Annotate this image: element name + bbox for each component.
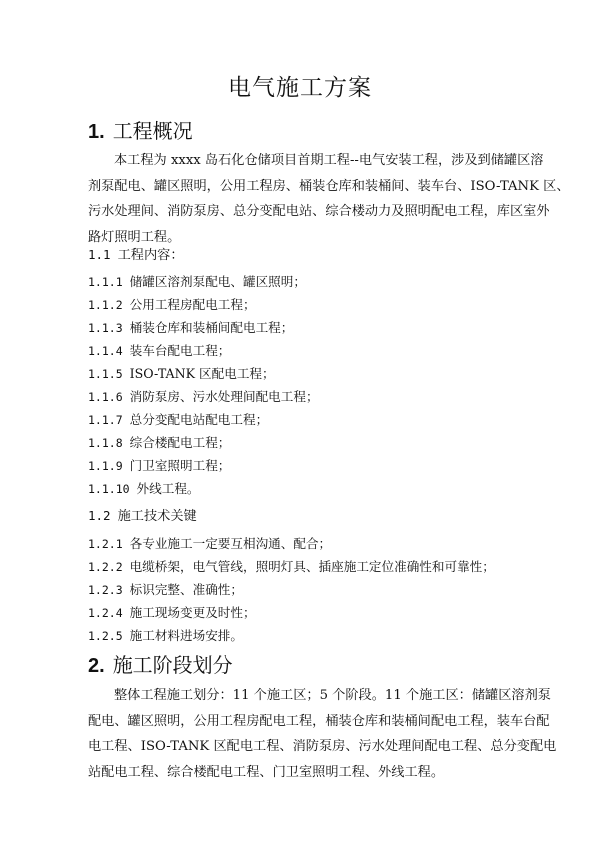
- item-number: 1.1.9: [88, 459, 123, 473]
- subsection-title: 工程内容：: [117, 248, 184, 263]
- list-item: [88, 603, 256, 623]
- item-text: 公用工程房配电工程；: [129, 297, 256, 312]
- item-text: 门卫室照明工程；: [129, 458, 231, 473]
- subsection-1-2-heading: [88, 505, 197, 528]
- list-item: [88, 410, 268, 430]
- list-item: [88, 341, 230, 361]
- item-text: 施工材料进场安排。: [129, 628, 243, 643]
- list-item: [88, 626, 243, 646]
- item-number: 1.2.2: [88, 560, 123, 574]
- subsection-number: 1.2: [88, 508, 111, 523]
- section-2-title: 施工阶段划分: [112, 653, 233, 677]
- section-2-body: [88, 683, 557, 785]
- page-title: 电气施工方案: [228, 75, 372, 101]
- body-line: 电工程、ISO-TANK 区配电工程、消防泵房、污水处理间配电工程、总分变配电: [88, 739, 557, 755]
- item-number: 1.1.8: [88, 436, 123, 450]
- section-1-heading: [88, 117, 193, 146]
- subsection-number: 1.1: [88, 247, 111, 262]
- item-text: 各专业施工一定要互相沟通、配合；: [129, 536, 332, 551]
- item-text: ISO-TANK 区配电工程；: [129, 366, 275, 381]
- body-line: 站配电工程、综合楼配电工程、门卫室照明工程、外线工程。: [88, 764, 445, 780]
- item-number: 1.1.6: [88, 390, 123, 404]
- item-number: 1.2.4: [88, 606, 123, 620]
- section-1-intro: [88, 148, 570, 250]
- item-number: 1.1.7: [88, 413, 123, 427]
- item-number: 1.1.10: [88, 482, 130, 496]
- item-text: 桶装仓库和装桶间配电工程；: [129, 320, 294, 335]
- item-number: 1.2.3: [88, 583, 123, 597]
- body-line: 配电、罐区照明，公用工程房配电工程，桶装仓库和装桶间配电工程，装车台配: [88, 713, 550, 729]
- list-item: [88, 272, 306, 292]
- list-item: [88, 479, 200, 499]
- section-2-number: 2.: [88, 655, 105, 677]
- item-text: 总分变配电站配电工程；: [129, 412, 269, 427]
- item-text: 储罐区溶剂泵配电、罐区照明；: [129, 274, 306, 289]
- list-item: [88, 433, 230, 453]
- item-text: 施工现场变更及时性；: [129, 605, 256, 620]
- item-text: 标识完整、准确性；: [129, 582, 243, 597]
- list-item: [88, 580, 243, 600]
- item-number: 1.2.5: [88, 629, 123, 643]
- list-item: [88, 456, 230, 476]
- section-1-title: 工程概况: [112, 119, 193, 143]
- intro-line: 污水处理间、消防泵房、总分变配电站、综合楼动力及照明配电工程，库区室外: [88, 204, 550, 220]
- item-number: 1.1.2: [88, 298, 123, 312]
- list-item: [88, 557, 495, 577]
- section-2-heading: [88, 651, 233, 680]
- item-text: 电缆桥架，电气管线，照明灯具、插座施工定位准确性和可靠性；: [129, 559, 495, 574]
- subsection-title: 施工技术关键: [117, 509, 197, 524]
- intro-line: 路灯照明工程。: [88, 229, 181, 245]
- body-line: 整体工程施工划分：11 个施工区；5 个阶段。11 个施工区：储罐区溶剂泵: [114, 688, 551, 703]
- subsection-1-1-heading: [88, 244, 184, 267]
- item-number: 1.1.3: [88, 321, 123, 335]
- item-text: 外线工程。: [136, 481, 200, 496]
- item-text: 装车台配电工程；: [129, 343, 231, 358]
- list-item: [88, 295, 256, 315]
- list-item: [88, 534, 331, 554]
- item-number: 1.1.4: [88, 344, 123, 358]
- item-text: 消防泵房、污水处理间配电工程；: [129, 389, 319, 404]
- intro-line: 剂泵配电、罐区照明，公用工程房、桶装仓库和装桶间、装车台、ISO-TANK 区、: [88, 178, 570, 194]
- list-item: [88, 387, 319, 407]
- intro-line: 本工程为 xxxx 岛石化仓储项目首期工程--电气安装工程，涉及到储罐区溶: [114, 153, 544, 168]
- section-1-number: 1.: [88, 121, 105, 143]
- list-item: [88, 318, 293, 338]
- item-text: 综合楼配电工程；: [129, 435, 231, 450]
- list-item: [88, 364, 275, 384]
- item-number: 1.1.5: [88, 367, 123, 381]
- item-number: 1.1.1: [88, 275, 123, 289]
- item-number: 1.2.1: [88, 537, 123, 551]
